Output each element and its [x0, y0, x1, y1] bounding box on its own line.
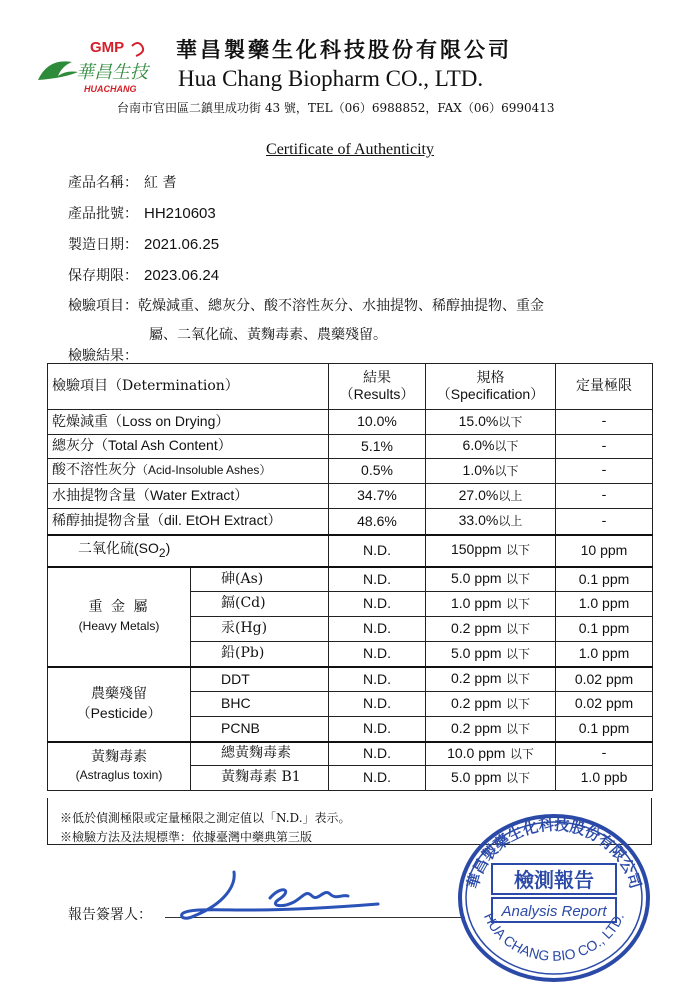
item-en: （Water Extract）	[136, 486, 249, 503]
pesticide-zh: 農藥殘留	[91, 685, 147, 702]
spec-value: 5.0 ppm	[450, 768, 502, 785]
limit-cell: -	[556, 742, 653, 766]
batch-label: 產品批號：	[68, 206, 138, 222]
result-cell: N.D.	[329, 667, 426, 692]
item-zh: 乾燥減重	[52, 413, 108, 430]
aflatoxin-zh: 黃麴毒素	[91, 749, 147, 766]
table-row	[48, 459, 653, 484]
product-name-value: 紅 耆	[144, 175, 177, 191]
sub-item-cell: BHC	[191, 692, 329, 717]
batch-field	[68, 203, 216, 223]
limit-cell: 0.02 ppm	[556, 667, 653, 692]
heavy-metals-group-cell	[48, 567, 191, 667]
limit-cell: 10 ppm	[556, 535, 653, 567]
expiry-value: 2023.06.24	[144, 267, 220, 284]
spec-suffix: 以下	[506, 770, 531, 785]
footnote: ※檢驗方法及法規標準：依據臺灣中藥典第三版	[60, 830, 313, 844]
result-cell: N.D.	[329, 642, 426, 667]
header-results-en: （Results）	[339, 385, 415, 402]
result-cell: N.D.	[329, 766, 426, 791]
item-cell	[48, 459, 329, 484]
spec-cell	[426, 484, 556, 509]
spec-value: 10.0 ppm	[447, 744, 506, 761]
header-determination: 檢驗項目（Determination）	[48, 364, 329, 410]
result-cell: N.D.	[329, 567, 426, 592]
spec-cell	[426, 667, 556, 692]
table-row	[48, 742, 653, 766]
item-en: （Total Ash Content）	[94, 437, 232, 454]
item-zh: 總灰分	[52, 438, 94, 455]
spec-cell	[426, 692, 556, 717]
spec-cell	[426, 435, 556, 459]
result-cell: 34.7%	[329, 484, 426, 509]
spec-value: 1.0 ppm	[450, 594, 502, 611]
sub-item-cell: DDT	[191, 667, 329, 692]
spec-suffix: 以上	[498, 514, 523, 529]
spec-value: 27.0%	[458, 486, 499, 503]
spec-suffix: 以下	[506, 596, 531, 611]
spec-cell	[426, 617, 556, 642]
table-row	[48, 567, 653, 592]
seal-ring-textpath-en: HUA CHANG BIO CO., LTD.	[480, 910, 628, 964]
expiry-field	[68, 265, 219, 285]
spec-value: 5.0 ppm	[450, 644, 502, 661]
logo-brand-text: HUACHANG	[84, 84, 137, 94]
certificate-title	[0, 141, 700, 159]
table-row	[48, 410, 653, 435]
so2-row	[48, 535, 653, 567]
company-name-chinese: 華昌製藥生化科技股份有限公司	[176, 37, 512, 62]
item-zh: 水抽提物含量	[52, 487, 136, 504]
results-table	[47, 363, 653, 791]
header-spec-en: （Specification）	[436, 385, 545, 402]
spec-value: 15.0%	[458, 412, 499, 429]
item-en: （dil. EtOH Extract）	[150, 512, 282, 529]
aflatoxin-group-cell	[48, 742, 191, 791]
sub-item-cell: PCNB	[191, 717, 329, 742]
limit-cell: -	[556, 459, 653, 484]
seal-ring-textpath: 華昌製藥生化科技股份有限公司	[463, 815, 645, 891]
handwritten-signature	[178, 866, 383, 924]
result-cell: N.D.	[329, 742, 426, 766]
spec-suffix: 以上	[498, 488, 523, 503]
result-cell: 0.5%	[329, 459, 426, 484]
header-spec-zh: 規格	[476, 370, 505, 387]
result-cell: 5.1%	[329, 435, 426, 459]
limit-cell: 1.0 ppb	[556, 766, 653, 791]
spec-cell	[426, 717, 556, 742]
result-cell: N.D.	[329, 535, 426, 567]
spec-suffix: 以下	[506, 572, 531, 587]
footnotes	[60, 809, 351, 847]
signer-label: 報告簽署人：	[68, 907, 152, 923]
item-cell	[48, 435, 329, 459]
mfg-date-label: 製造日期：	[68, 237, 138, 253]
sub-item-cell: 總黃麴毒素	[191, 742, 329, 766]
spec-suffix: 以下	[506, 721, 531, 736]
product-name-label: 產品名稱：	[68, 175, 138, 191]
table-row	[48, 509, 653, 535]
spec-suffix: 以下	[498, 414, 523, 429]
spec-cell	[426, 410, 556, 435]
so2-item-zh: 二氧化硫	[78, 541, 134, 557]
header-spec	[426, 364, 556, 410]
spec-cell	[426, 592, 556, 617]
seal-center-zh: 檢測報告	[514, 868, 594, 892]
header-limit: 定量極限	[556, 364, 653, 410]
test-items-field	[68, 295, 544, 315]
spec-value: 1.0%	[462, 461, 495, 478]
limit-cell: 0.1 ppm	[556, 567, 653, 592]
result-cell: N.D.	[329, 692, 426, 717]
spec-value: 0.2 ppm	[450, 719, 502, 736]
result-cell: N.D.	[329, 617, 426, 642]
logo-gmp-text: GMP	[90, 39, 125, 56]
limit-cell: -	[556, 435, 653, 459]
table-row	[48, 484, 653, 509]
limit-cell: -	[556, 410, 653, 435]
heavy-metals-en: (Heavy Metals)	[78, 618, 160, 633]
sub-item-cell: 汞(Hg)	[191, 617, 329, 642]
test-items-line1: 乾燥減重、總灰分、酸不溶性灰分、水抽提物、稀醇抽提物、重金	[138, 298, 544, 314]
footnote: ※低於偵測極限或定量極限之測定值以「N.D.」表示。	[60, 811, 351, 825]
results-label: 檢驗結果：	[68, 348, 138, 364]
pesticide-en: （Pesticide）	[76, 705, 162, 721]
spec-suffix: 以下	[506, 696, 531, 711]
spec-suffix: 以下	[506, 543, 531, 558]
spec-value: 0.2 ppm	[450, 670, 502, 687]
item-en: （Loss on Drying）	[108, 412, 230, 429]
company-seal	[454, 806, 654, 982]
spec-suffix: 以下	[506, 672, 531, 687]
heavy-metals-zh: 重 金 屬	[88, 599, 150, 616]
spec-suffix: 以下	[506, 646, 531, 661]
table-row	[48, 435, 653, 459]
item-zh: 稀醇抽提物含量	[52, 513, 150, 530]
spec-cell	[426, 459, 556, 484]
spec-value: 6.0%	[462, 437, 495, 454]
spec-suffix: 以下	[494, 439, 519, 454]
limit-cell: 1.0 ppm	[556, 642, 653, 667]
aflatoxin-en: (Astraglus toxin)	[75, 767, 163, 782]
header-results	[329, 364, 426, 410]
limit-cell: -	[556, 509, 653, 535]
company-name-english: Hua Chang Biopharm CO., LTD.	[178, 66, 484, 91]
pesticide-group-cell	[48, 667, 191, 742]
spec-cell	[426, 509, 556, 535]
batch-value: HH210603	[144, 205, 216, 222]
mfg-date-field	[68, 234, 219, 254]
result-cell: N.D.	[329, 717, 426, 742]
so2-item-en: (SO	[134, 540, 159, 556]
sub-item-cell: 鎘(Cd)	[191, 592, 329, 617]
so2-subscript: 2	[158, 545, 166, 560]
limit-cell: 0.1 ppm	[556, 617, 653, 642]
company-logo	[32, 36, 164, 98]
limit-cell: 1.0 ppm	[556, 592, 653, 617]
item-cell	[48, 410, 329, 435]
test-items-label: 檢驗項目：	[68, 298, 138, 314]
spec-value: 0.2 ppm	[450, 694, 502, 711]
table-row	[48, 667, 653, 692]
spec-suffix: 以下	[506, 621, 531, 636]
result-cell: 10.0%	[329, 410, 426, 435]
spec-suffix: 以下	[494, 463, 519, 478]
sub-item-cell: 黃麴毒素 B1	[191, 766, 329, 791]
logo-heart-icon	[132, 43, 143, 56]
item-en: （Acid-Insoluble Ashes）	[136, 463, 272, 478]
spec-suffix: 以下	[509, 746, 534, 761]
spec-cell	[426, 742, 556, 766]
result-cell: N.D.	[329, 592, 426, 617]
limit-cell: 0.02 ppm	[556, 692, 653, 717]
item-cell	[48, 484, 329, 509]
header-results-zh: 結果	[363, 370, 391, 387]
spec-value: 33.0%	[458, 512, 499, 529]
logo-script-text: 華昌生技	[76, 62, 148, 83]
sub-item-cell: 鉛(Pb)	[191, 642, 329, 667]
spec-cell	[426, 766, 556, 791]
item-zh: 酸不溶性灰分	[52, 462, 136, 479]
sub-item-cell: 砷(As)	[191, 567, 329, 592]
product-name-field	[68, 172, 176, 192]
result-cell: 48.6%	[329, 509, 426, 535]
company-address: 台南市官田區二鎮里成功街 43 號，TEL（06）6988852，FAX（06）6990413	[117, 101, 555, 115]
so2-item-close: )	[165, 540, 171, 556]
spec-value: 0.2 ppm	[450, 619, 502, 636]
spec-cell	[426, 567, 556, 592]
limit-cell: 0.1 ppm	[556, 717, 653, 742]
spec-cell	[426, 642, 556, 667]
mfg-date-value: 2021.06.25	[144, 236, 220, 253]
spec-value: 5.0 ppm	[450, 570, 502, 587]
item-cell	[48, 509, 329, 535]
leaf-icon	[38, 61, 78, 80]
seal-center-en: Analysis Report	[501, 903, 607, 920]
table-header-row	[48, 364, 653, 410]
expiry-label: 保存期限：	[68, 268, 138, 284]
spec-cell	[426, 535, 556, 567]
certificate-title-text: Certificate of Authenticity	[266, 141, 434, 158]
spec-value: 150ppm	[450, 541, 502, 558]
test-items-line2: 屬、二氧化硫、黃麴毒素、農藥殘留。	[149, 327, 387, 343]
so2-item-cell	[48, 535, 329, 567]
limit-cell: -	[556, 484, 653, 509]
